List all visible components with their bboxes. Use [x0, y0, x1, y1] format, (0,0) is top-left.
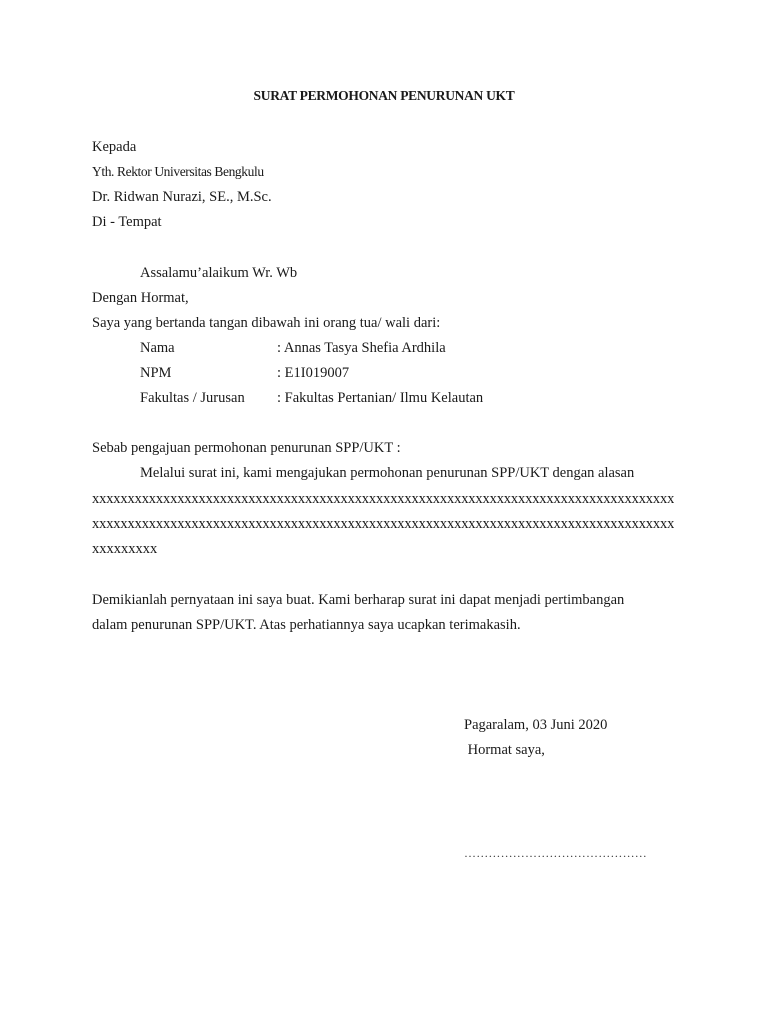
- identity-label-npm: NPM: [140, 365, 172, 381]
- letter-title: SURAT PERMOHONAN PENURUNAN UKT: [253, 88, 515, 103]
- identity-label-nama: Nama: [140, 340, 175, 356]
- reason-heading: Sebab pengajuan permohonan penurunan SPP/UKT :: [92, 440, 401, 456]
- identity-label-fakultas: Fakultas / Jurusan: [140, 390, 245, 406]
- closing-line-2: dalam penurunan SPP/UKT. Atas perhatiannya saya ucapkan terimakasih.: [92, 617, 521, 633]
- salutation: Dengan Hormat,: [92, 290, 189, 306]
- intro-text: Saya yang bertanda tangan dibawah ini orang tua/ wali dari:: [92, 315, 441, 331]
- identity-value-fakultas: : Fakultas Pertanian/ Ilmu Kelautan: [277, 390, 484, 406]
- signature-line: ………………………………………: [464, 846, 647, 860]
- signature-regards: Hormat saya,: [464, 742, 545, 758]
- identity-value-npm: : E1I019007: [277, 365, 350, 381]
- reason-line-1: Melalui surat ini, kami mengajukan permohonan penurunan SPP/UKT dengan alasan: [140, 465, 635, 481]
- closing-line-1: Demikianlah pernyataan ini saya buat. Kami berharap surat ini dapat menjadi pertimbangan: [92, 592, 625, 608]
- recipient-line-1: Yth. Rektor Universitas Bengkulu: [92, 164, 264, 179]
- recipient-line-2: Dr. Ridwan Nurazi, SE., M.Sc.: [92, 189, 272, 205]
- identity-value-nama: : Annas Tasya Shefia Ardhila: [277, 340, 446, 356]
- recipient-line-3: Di - Tempat: [92, 214, 162, 230]
- reason-line-2: xxxxxxxxxxxxxxxxxxxxxxxxxxxxxxxxxxxxxxxxxxxxxxxxxxxxxxxxxxxxxxxxxxxxxxxxxxxxxxxxxx: [92, 491, 674, 507]
- recipient-to: Kepada: [92, 139, 137, 155]
- reason-line-3: xxxxxxxxxxxxxxxxxxxxxxxxxxxxxxxxxxxxxxxxxxxxxxxxxxxxxxxxxxxxxxxxxxxxxxxxxxxxxxxxxx: [92, 516, 674, 532]
- reason-line-4: xxxxxxxxx: [92, 541, 158, 557]
- greeting: Assalamu’alaikum Wr. Wb: [140, 265, 298, 281]
- signature-place-date: Pagaralam, 03 Juni 2020: [464, 717, 608, 733]
